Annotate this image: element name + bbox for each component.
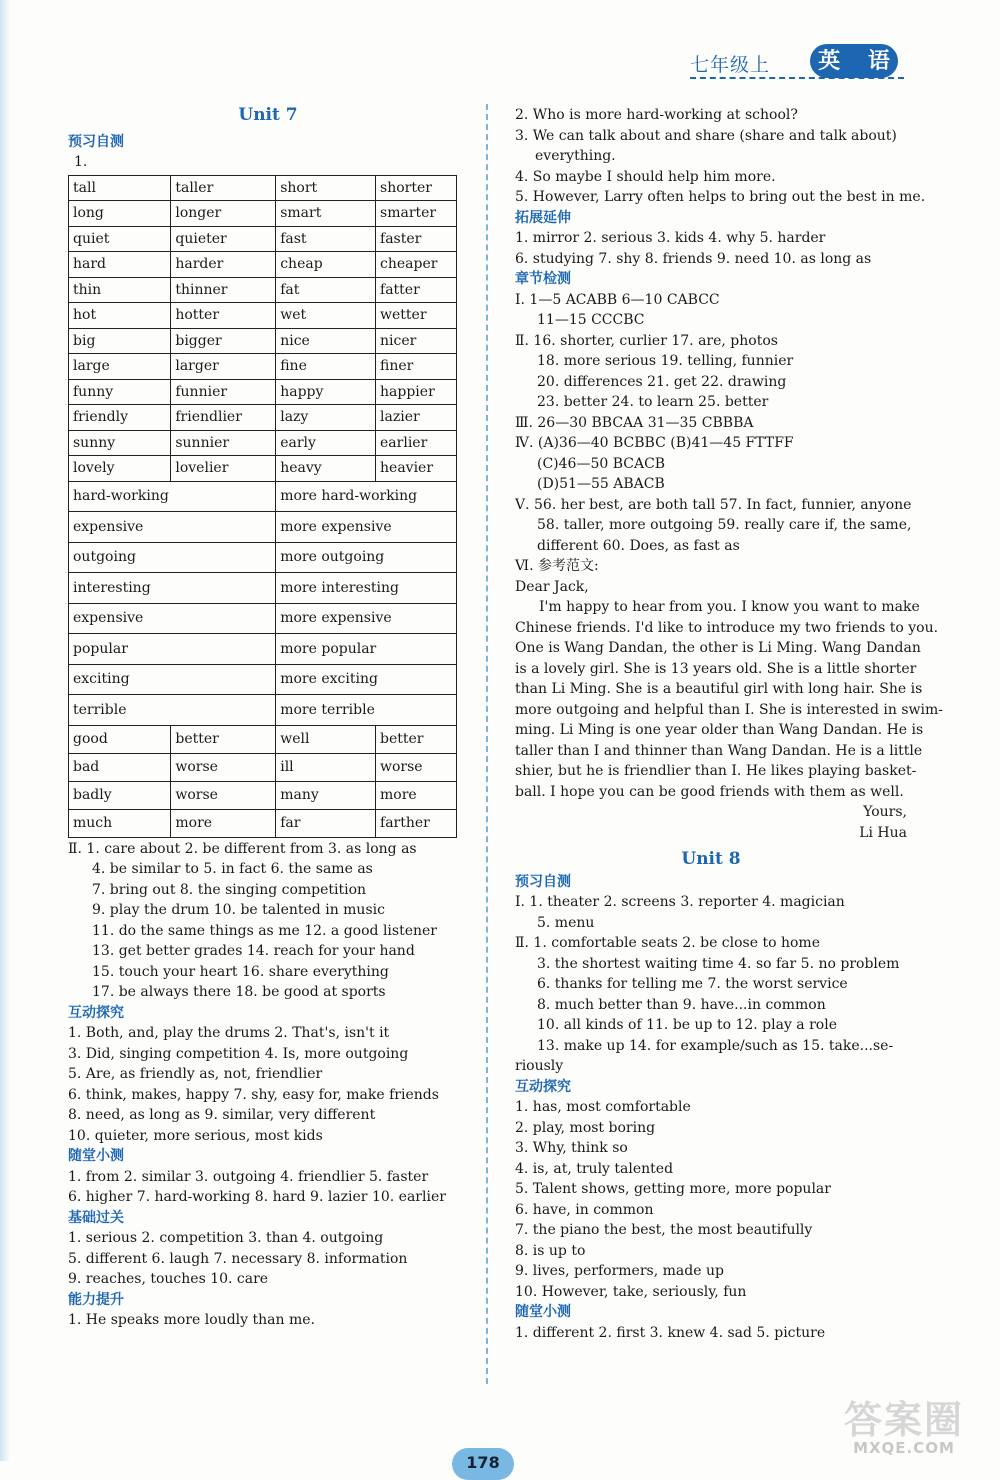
table-cell: expensive — [69, 512, 276, 543]
answers-interactive — [68, 1023, 468, 1146]
table-row — [69, 725, 457, 753]
table-cell: quieter — [171, 226, 276, 252]
answer-line: (D)51—55 ABACB — [537, 476, 665, 492]
answer-line: different 60. Does, as fast as — [537, 537, 740, 554]
answer-line: 9. play the drum 10. be talented in music — [92, 902, 385, 918]
section-interactive-2: 互动探究 — [515, 1078, 571, 1095]
answer-line: 1. from 2. similar 3. outgoing 4. friendlier 5. faster — [68, 1168, 429, 1185]
section-quick-quiz-2: 随堂小测 — [515, 1304, 571, 1320]
answers-chapter-test — [515, 290, 912, 577]
table-cell: friendlier — [171, 405, 276, 431]
table-cell: lovelier — [171, 456, 276, 482]
answers-preview-test-2 — [515, 892, 907, 1077]
table-cell: nice — [276, 328, 376, 354]
table-row — [69, 634, 457, 665]
table-cell: worse — [171, 753, 276, 781]
unit-8-title: Unit 8 — [681, 849, 741, 869]
table-row — [69, 753, 457, 781]
table-row — [69, 252, 457, 278]
answer-line: 6. think, makes, happy 7. shy, easy for, make friends — [68, 1086, 439, 1103]
letter-signature: Li Hua — [859, 824, 907, 841]
answer-line: 6. thanks for telling me 7. the worst service — [537, 976, 848, 992]
answer-line: 4. is, at, truly talented — [515, 1160, 674, 1177]
table-row — [69, 456, 457, 482]
table-row — [69, 695, 457, 726]
answer-line: 15. touch your heart 16. share everything — [92, 963, 389, 980]
answer-line: 10. However, take, seriously, fun — [515, 1283, 747, 1300]
answer-line: 3. We can talk about and share (share and talk about) — [515, 127, 897, 144]
answer-line: 1. He speaks more loudly than me. — [68, 1312, 315, 1328]
answer-line: is a lovely girl. She is 13 years old. She is a little shorter — [515, 660, 917, 677]
table-cell: more — [171, 809, 276, 837]
answers-quick-quiz-2 — [515, 1323, 907, 1344]
table-cell: fine — [276, 354, 376, 380]
table-cell: better — [171, 725, 276, 753]
answers-ability — [68, 1310, 468, 1331]
comparative-table — [68, 175, 457, 838]
letter-greeting: Dear Jack, — [515, 578, 589, 595]
table-cell: farther — [376, 809, 457, 837]
table-cell: heavier — [376, 456, 457, 482]
answers-continued — [515, 105, 926, 208]
table-cell: exciting — [69, 664, 276, 695]
letter-closing: Yours, — [863, 804, 907, 820]
answer-line: 5. menu — [537, 914, 595, 931]
table-cell: more interesting — [276, 573, 457, 604]
answer-line: Ⅲ. 26—30 BBCAA 31—35 CBBBA — [515, 414, 754, 431]
watermark-url: MXQE.COM — [853, 1439, 955, 1457]
table-cell: lazy — [276, 405, 376, 431]
answer-line: Chinese friends. I'd like to introduce my two friends to you. — [515, 619, 939, 636]
table-cell: large — [69, 354, 171, 380]
answer-line: 1. different 2. first 3. knew 4. sad 5. picture — [515, 1324, 826, 1341]
answer-line: (C)46—50 BCACB — [537, 455, 666, 472]
table-row — [69, 781, 457, 809]
sample-letter — [515, 577, 943, 844]
answer-line: Ⅵ. 参考范文: — [515, 558, 599, 574]
table-row — [69, 379, 457, 405]
section-quick-quiz: 随堂小测 — [68, 1148, 124, 1164]
table-cell: well — [276, 725, 376, 753]
table-cell: finer — [376, 354, 457, 380]
table-cell: terrible — [69, 695, 276, 726]
table-row — [69, 328, 457, 354]
table-cell: interesting — [69, 573, 276, 604]
page-header — [690, 44, 930, 84]
table-cell: fast — [276, 226, 376, 252]
table-cell: quiet — [69, 226, 171, 252]
answer-line: 1. serious 2. competition 3. than 4. outgoing — [68, 1230, 384, 1246]
table-cell: lazier — [376, 405, 457, 431]
answer-line: 6. have, in common — [515, 1201, 654, 1218]
answer-line: 1. mirror 2. serious 3. kids 4. why 5. harder — [515, 230, 826, 246]
table-cell: harder — [171, 252, 276, 278]
answer-line: 1. has, most comfortable — [515, 1099, 691, 1115]
table-row — [69, 277, 457, 303]
table-row — [69, 303, 457, 329]
column-divider — [486, 104, 488, 1384]
answers-basics — [68, 1228, 468, 1290]
table-cell: nicer — [376, 328, 457, 354]
table-row — [69, 542, 457, 573]
answer-line: I'm happy to hear from you. I know you want to make — [539, 599, 920, 615]
answer-line: 7. the piano the best, the most beautifully — [515, 1222, 813, 1238]
table-cell: smart — [276, 201, 376, 227]
section-interactive: 互动探究 — [68, 1004, 124, 1021]
answer-line: 11—15 CCCBC — [537, 312, 645, 328]
table-cell: sunny — [69, 430, 171, 456]
answer-line: 4. be similar to 5. in fact 6. the same as — [92, 861, 373, 877]
table-cell: wet — [276, 303, 376, 329]
answer-line: 9. lives, performers, made up — [515, 1263, 724, 1279]
table-row — [69, 809, 457, 837]
answer-line: 2. Who is more hard-working at school? — [515, 107, 798, 123]
left-column — [68, 105, 468, 1331]
section-chapter-test: 章节检测 — [515, 271, 571, 287]
answer-line: 11. do the same things as me 12. a good listener — [92, 922, 437, 939]
table-row — [69, 175, 457, 201]
table-cell: long — [69, 201, 171, 227]
answer-line: more outgoing and helpful than I. She is interested in swim- — [515, 701, 943, 718]
table-row — [69, 603, 457, 634]
table-row — [69, 354, 457, 380]
table-row — [69, 430, 457, 456]
table-cell: longer — [171, 201, 276, 227]
table-cell: thinner — [171, 277, 276, 303]
table-cell: more expensive — [276, 603, 457, 634]
right-column — [515, 105, 943, 1343]
answer-line: 7. bring out 8. the singing competition — [92, 881, 367, 898]
answer-line: ming. Li Ming is one year older than Wang Dandan. He is — [515, 722, 924, 738]
table-cell: bigger — [171, 328, 276, 354]
answer-line: Ⅱ. 16. shorter, curlier 17. are, photos — [515, 332, 778, 349]
table-cell: far — [276, 809, 376, 837]
answer-line: 3. the shortest waiting time 4. so far 5. no problem — [537, 955, 900, 972]
table-cell: cheaper — [376, 252, 457, 278]
watermark-logo — [818, 1397, 990, 1457]
section-extension: 拓展延伸 — [515, 209, 571, 226]
answer-line: taller than I and thinner than Wang Dandan. He is a little — [515, 742, 923, 759]
table-cell: more exciting — [276, 664, 457, 695]
table-cell: badly — [69, 781, 171, 809]
answer-line: 10. all kinds of 11. be up to 12. play a role — [537, 1017, 837, 1033]
page-edge-tint — [0, 0, 10, 1461]
answers-extension — [515, 228, 907, 269]
answer-line: ball. I hope you can be good friends with them as well. — [515, 783, 904, 800]
section-preview-test: 预习自测 — [68, 133, 124, 150]
answer-line: Ⅱ. 1. comfortable seats 2. be close to home — [515, 935, 820, 951]
table-cell: ill — [276, 753, 376, 781]
answer-line: 5. Talent shows, getting more, more popular — [515, 1181, 831, 1197]
table-cell: larger — [171, 354, 276, 380]
section-preview-test-2: 预习自测 — [515, 873, 571, 890]
answer-line: Ⅱ. 1. care about 2. be different from 3. as long as — [68, 840, 417, 857]
table-cell: good — [69, 725, 171, 753]
answer-line: Ⅴ. 56. her best, are both tall 57. In fact, funnier, anyone — [515, 496, 912, 513]
answer-line: 2. play, most boring — [515, 1119, 656, 1136]
answer-line: 1. Both, and, play the drums 2. That's, isn't it — [68, 1025, 390, 1041]
section-ability: 能力提升 — [68, 1291, 124, 1308]
grade-label: 七年级上 — [690, 54, 771, 76]
answer-line: 3. Why, think so — [515, 1140, 628, 1156]
table-cell: more outgoing — [276, 542, 457, 573]
table-cell: funnier — [171, 379, 276, 405]
table-row — [69, 573, 457, 604]
table-cell: hard — [69, 252, 171, 278]
table-cell: earlier — [376, 430, 457, 456]
table-cell: wetter — [376, 303, 457, 329]
subject-badge — [810, 44, 898, 78]
letter-body — [515, 597, 943, 802]
answer-line: Ⅰ. 1. theater 2. screens 3. reporter 4. magician — [515, 894, 845, 910]
table-cell: happy — [276, 379, 376, 405]
unit-7-title: Unit 7 — [238, 105, 298, 125]
answer-line: One is Wang Dandan, the other is Li Ming. Wang Dandan — [515, 640, 921, 656]
answer-line: 4. So maybe I should help him more. — [515, 168, 776, 185]
table-cell: big — [69, 328, 171, 354]
answer-line: 5. different 6. laugh 7. necessary 8. information — [68, 1250, 408, 1267]
table-cell: heavy — [276, 456, 376, 482]
table-row — [69, 405, 457, 431]
table-cell: more — [376, 781, 457, 809]
table-cell: smarter — [376, 201, 457, 227]
table-cell: bad — [69, 753, 171, 781]
table-cell: faster — [376, 226, 457, 252]
answer-line: everything. — [535, 148, 616, 164]
table-cell: funny — [69, 379, 171, 405]
answer-line: 18. more serious 19. telling, funnier — [537, 353, 794, 369]
table-row — [69, 481, 457, 512]
table-row — [69, 664, 457, 695]
table-cell: worse — [376, 753, 457, 781]
table-cell: cheap — [276, 252, 376, 278]
table-row — [69, 201, 457, 227]
answer-line: 13. make up 14. for example/such as 15. take...se- — [537, 1037, 894, 1054]
table-cell: popular — [69, 634, 276, 665]
answer-line: 13. get better grades 14. reach for your hand — [92, 943, 415, 959]
answer-line: 9. reaches, touches 10. care — [68, 1271, 269, 1287]
table-cell: taller — [171, 175, 276, 201]
answers-quick-quiz — [68, 1167, 468, 1208]
table-row — [69, 226, 457, 252]
table-cell: sunnier — [171, 430, 276, 456]
answer-line: riously — [515, 1058, 564, 1074]
answer-line: 6. studying 7. shy 8. friends 9. need 10. as long as — [515, 250, 872, 267]
table-cell: shorter — [376, 175, 457, 201]
header-divider — [690, 77, 904, 79]
answer-line: 8. need, as long as 9. similar, very different — [68, 1107, 376, 1123]
answer-line: 8. is up to — [515, 1242, 586, 1259]
table-cell: fat — [276, 277, 376, 303]
table-cell: better — [376, 725, 457, 753]
table-cell: more expensive — [276, 512, 457, 543]
answer-line: than Li Ming. She is a beautiful girl with long hair. She is — [515, 681, 923, 697]
section-basics: 基础过关 — [68, 1209, 124, 1226]
table-cell: fatter — [376, 277, 457, 303]
answer-line: 8. much better than 9. have...in common — [537, 996, 826, 1013]
answer-line: 17. be always there 18. be good at sports — [92, 984, 386, 1000]
answer-line: 6. higher 7. hard-working 8. hard 9. lazier 10. earlier — [68, 1189, 446, 1205]
answer-line: Ⅳ. (A)36—40 BCBBC (B)41—45 FTTFF — [515, 435, 794, 451]
subject-label: 英 语 — [818, 48, 900, 74]
table-cell: more hard-working — [276, 481, 457, 512]
table-cell: hotter — [171, 303, 276, 329]
table-cell: worse — [171, 781, 276, 809]
answer-line: 5. However, Larry often helps to bring out the best in me. — [515, 189, 926, 205]
answer-line: 3. Did, singing competition 4. Is, more outgoing — [68, 1045, 409, 1062]
table-cell: expensive — [69, 603, 276, 634]
table-cell: short — [276, 175, 376, 201]
watermark-text: 答案圈 — [843, 1397, 964, 1442]
table-cell: many — [276, 781, 376, 809]
answer-line: 10. quieter, more serious, most kids — [68, 1127, 323, 1144]
item-number: 1. — [74, 154, 88, 170]
table-cell: tall — [69, 175, 171, 201]
table-row — [69, 512, 457, 543]
answer-line: shier, but he is friendlier than I. He likes playing basket- — [515, 763, 917, 779]
answer-line: 5. Are, as friendly as, not, friendlier — [68, 1066, 323, 1082]
table-cell: lovely — [69, 456, 171, 482]
table-cell: happier — [376, 379, 457, 405]
answer-line: 20. differences 21. get 22. drawing — [537, 373, 787, 390]
answers-part-ii — [68, 839, 468, 1003]
table-cell: thin — [69, 277, 171, 303]
page-number: 178 — [452, 1448, 514, 1480]
table-cell: more terrible — [276, 695, 457, 726]
table-cell: friendly — [69, 405, 171, 431]
table-cell: more popular — [276, 634, 457, 665]
answers-interactive-2 — [515, 1097, 907, 1302]
answer-line: 58. taller, more outgoing 59. really care if, the same, — [537, 517, 912, 533]
answer-line: Ⅰ. 1—5 ACABB 6—10 CABCC — [515, 291, 720, 308]
table-cell: outgoing — [69, 542, 276, 573]
table-cell: hot — [69, 303, 171, 329]
answer-line: 23. better 24. to learn 25. better — [537, 394, 769, 410]
table-cell: early — [276, 430, 376, 456]
table-cell: hard-working — [69, 481, 276, 512]
table-cell: much — [69, 809, 171, 837]
